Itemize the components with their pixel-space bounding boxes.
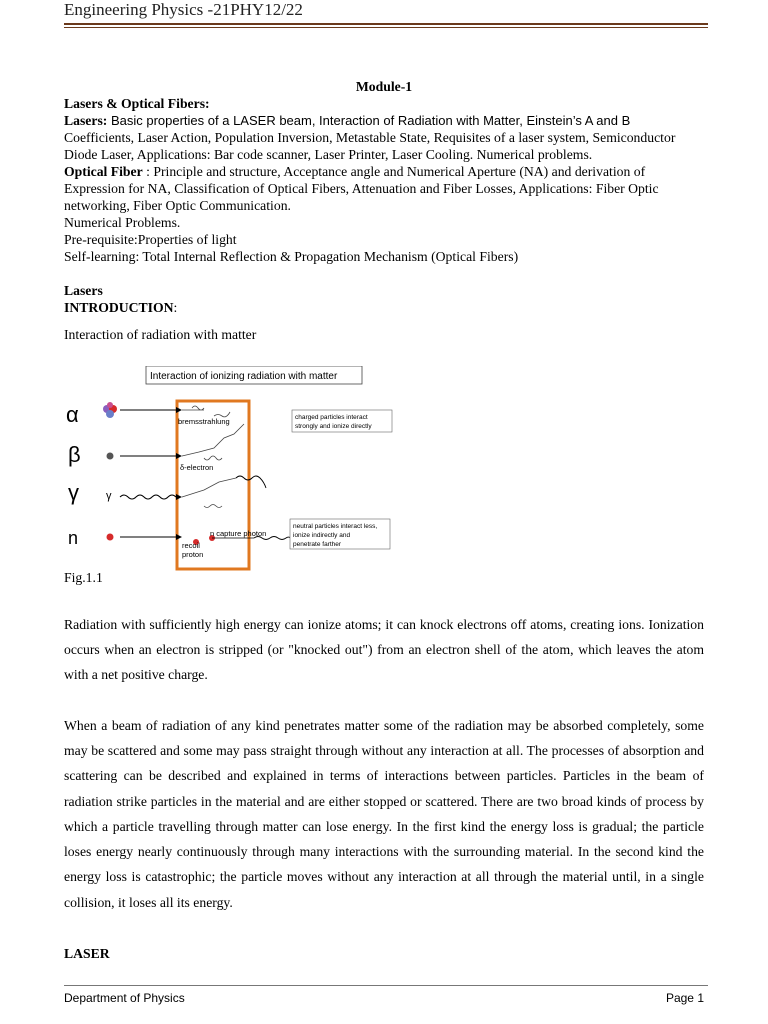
beta-particle-icon <box>107 453 114 460</box>
intro-colon: : <box>173 300 178 315</box>
section-introduction: INTRODUCTION <box>64 300 174 315</box>
page-header <box>64 0 708 27</box>
fiber-label: Optical Fiber <box>64 164 143 179</box>
neutron-particle-icon <box>107 534 114 541</box>
alpha-particle-icon <box>103 402 117 418</box>
paragraph-ionization: Radiation with sufficiently high energy can ionize atoms; it can knock electrons off atoms, creating ions. Ionization occurs when an electron is stripped (or "knocked out") from an electron shell of the atom, which leaves the atom with a net positive charge. <box>64 616 704 683</box>
module-summary <box>64 78 704 343</box>
figure-caption: Fig.1.1 <box>64 570 103 585</box>
beta-track <box>182 424 244 456</box>
radiation-interaction-figure <box>64 366 394 572</box>
footer-page-number: Page 1 <box>665 991 704 1005</box>
interaction-subheading: Interaction of radiation with matter <box>64 327 257 342</box>
figure-title: Interaction of ionizing radiation with matter <box>150 371 338 382</box>
capture-photon-label: n capture photon <box>210 529 267 538</box>
proton-label: proton <box>182 550 204 559</box>
header-title: Engineering Physics -21PHY12/22 <box>64 0 303 19</box>
delta-electron-label: δ-electron <box>180 463 214 472</box>
charged-note-line-1: charged particles interact <box>295 414 368 421</box>
gamma-label: γ <box>68 480 79 505</box>
lasers-topics-text-2: Coefficients, Laser Action, Population Inversion, Metastable State, Requisites of a laser system, Semiconductor Diode Laser, Applications: Bar code scanner, Laser Printer, Laser Cooling. Numerical problems. <box>64 130 676 162</box>
gamma-track <box>182 478 236 497</box>
neutral-note-line-2: ionize indirectly and <box>293 532 351 539</box>
gamma-wave <box>120 495 176 499</box>
neutral-note-line-1: neutral particles interact less, <box>293 523 378 530</box>
fiber-topics-text: : Principle and structure, Acceptance angle and Numerical Aperture (NA) and derivation of Expression for NA, Classification of Optical Fibers, Attenuation and Fiber Losses, Applications: Fiber Optic networking, Fiber Optic Communication. <box>64 164 659 213</box>
recoil-label: recoil <box>182 541 200 550</box>
laser-heading: LASER <box>64 946 110 961</box>
footer-rule <box>64 985 708 986</box>
fiber-topics <box>64 163 704 214</box>
module-title: Module-1 <box>355 79 413 94</box>
footer-department: Department of Physics <box>64 991 185 1005</box>
header-rule <box>64 23 708 25</box>
self-learning: Self-learning: Total Internal Reflection & Propagation Mechanism (Optical Fibers) <box>64 249 519 264</box>
alpha-track <box>182 406 230 417</box>
charged-note-line-2: strongly and ionize directly <box>295 423 372 430</box>
neutron-label: n <box>68 528 79 548</box>
prerequisite: Pre-requisite:Properties of light <box>64 232 237 247</box>
beta-label: β <box>68 442 81 467</box>
section-lasers: Lasers <box>64 283 103 298</box>
lasers-topics <box>64 112 704 163</box>
paragraph-penetration: When a beam of radiation of any kind penetrates matter some of the radiation may be absorbed completely, some may be scattered and some may pass straight through without any interaction at all. The processes of absorption and scattering can be described and explained in terms of interactions between particles. Particles in the beam of radiation strike particles in the material and are either stopped or scattered. There are two broad kinds of process by which a particle travelling through matter can lose energy. In the first kind the energy loss is gradual; the particle loses energy nearly continuously through many interactions with the surrounding material. In the second kind the energy loss is catastrophic; the particle moves without any interaction at all through the material until, in a single collision, it loses all its energy. <box>64 717 704 910</box>
alpha-label: α <box>66 402 79 427</box>
lasers-label: Lasers: <box>64 113 108 128</box>
module-heading: Lasers & Optical Fibers: <box>64 96 210 111</box>
header-rule-thin <box>64 27 708 28</box>
neutral-note-line-3: penetrate farther <box>293 541 342 548</box>
numerical-problems: Numerical Problems. <box>64 215 181 230</box>
bremsstrahlung-label: bremsstrahlung <box>178 417 230 426</box>
lasers-topics-text: Basic properties of a LASER beam, Interaction of Radiation with Matter, Einstein’s A and B <box>107 113 631 128</box>
gamma-small-label: γ <box>106 490 112 502</box>
